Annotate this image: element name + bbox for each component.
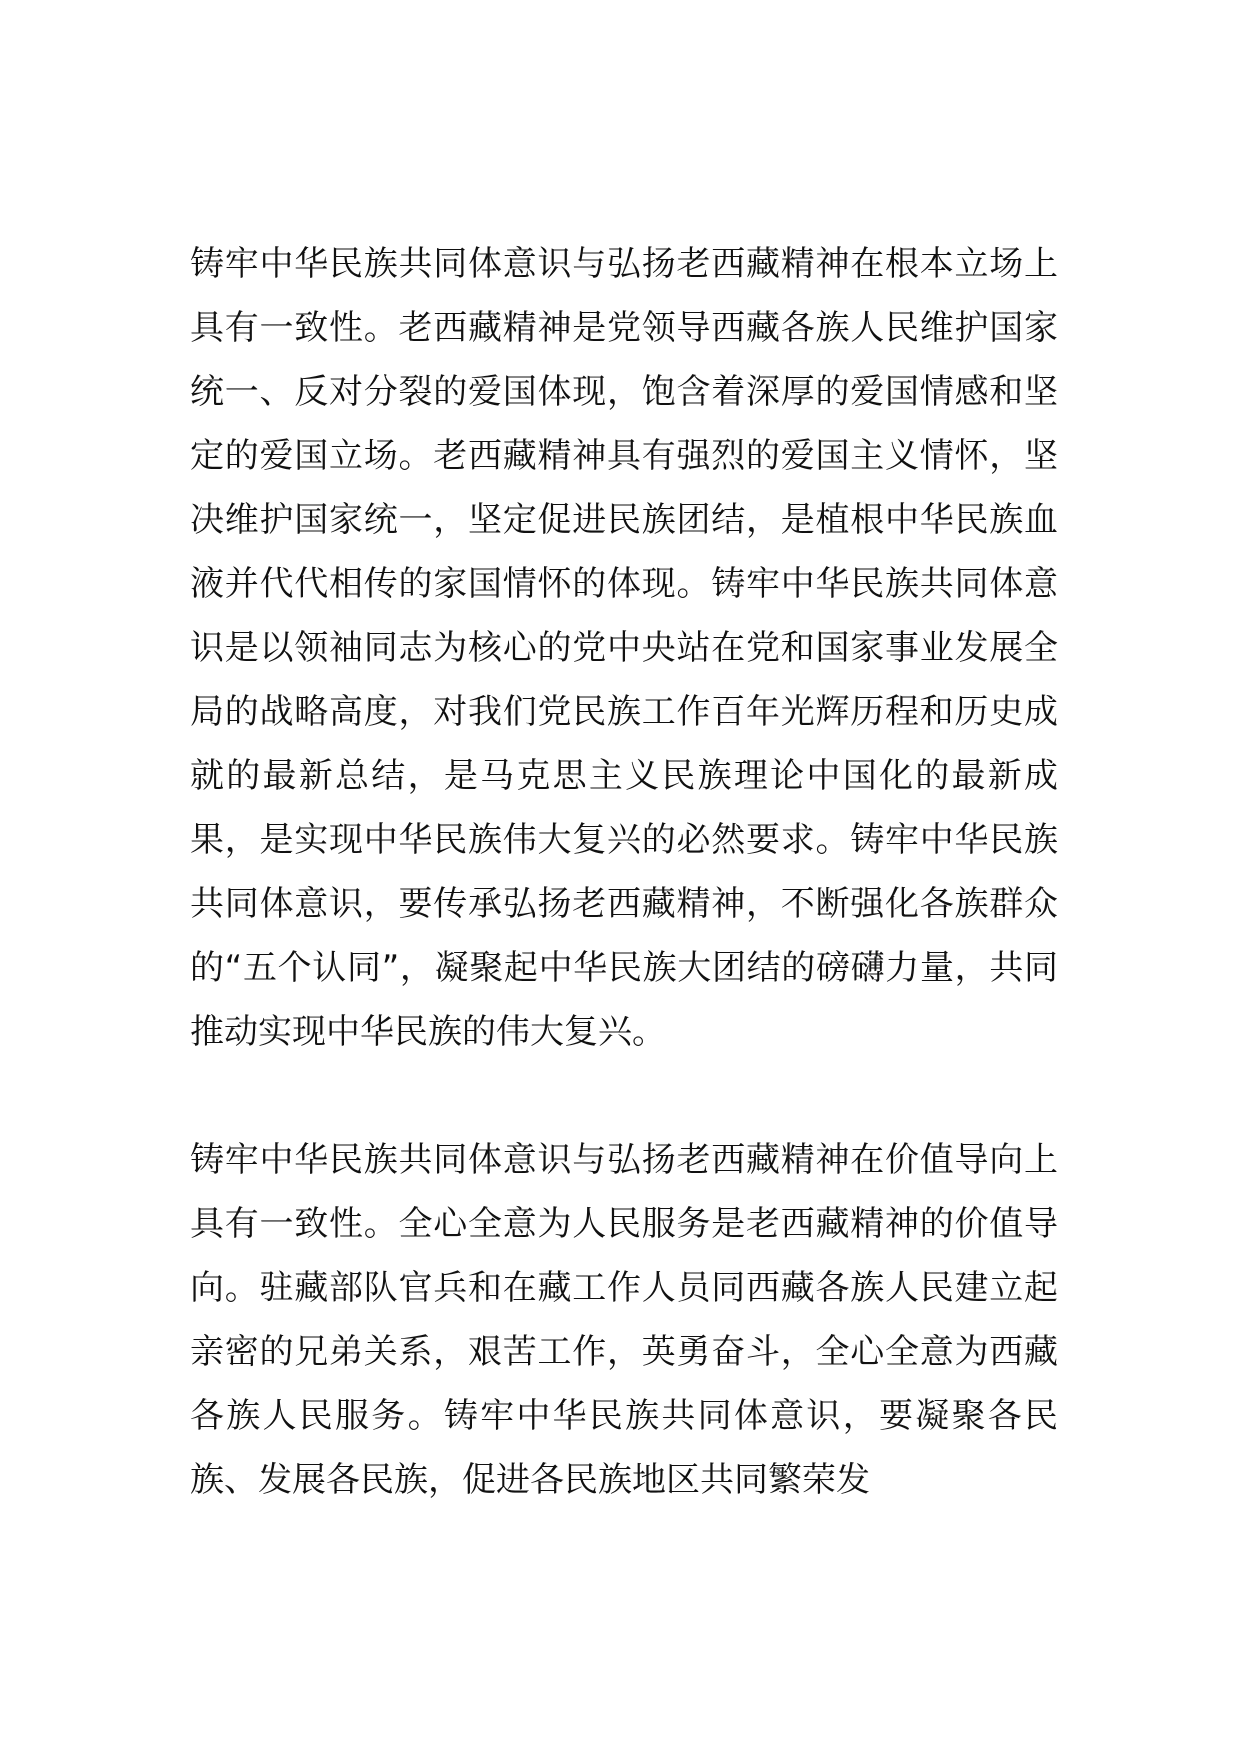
- paragraph-2: 铸牢中华民族共同体意识与弘扬老西藏精神在价值导向上具有一致性。全心全意为人民服务是老西藏精神的价值导向。驻藏部队官兵和在藏工作人员同西藏各族人民建立起亲密的兄弟关系，艰苦工作，英勇奋斗，全心全意为西藏各族人民服务。铸牢中华民族共同体意识，要凝聚各民族、发展各民族，促进各民族地区共同繁荣发: [190, 1140, 1058, 1500]
- paragraph-1: 铸牢中华民族共同体意识与弘扬老西藏精神在根本立场上具有一致性。老西藏精神是党领导西藏各族人民维护国家统一、反对分裂的爱国体现，饱含着深厚的爱国情感和坚定的爱国立场。老西藏精神具有强烈的爱国主义情怀，坚决维护国家统一，坚定促进民族团结，是植根中华民族血液并代代相传的家国情怀的体现。铸牢中华民族共同体意识是以领袖同志为核心的党中央站在党和国家事业发展全局的战略高度，对我们党民族工作百年光辉历程和历史成就的最新总结，是马克思主义民族理论中国化的最新成果，是实现中华民族伟大复兴的必然要求。铸牢中华民族共同体意识，要传承弘扬老西藏精神，不断强化各族群众的“五个认同”，凝聚起中华民族大团结的磅礴力量，共同推动实现中华民族的伟大复兴。: [190, 244, 1058, 1052]
- document-body: [190, 232, 1058, 1512]
